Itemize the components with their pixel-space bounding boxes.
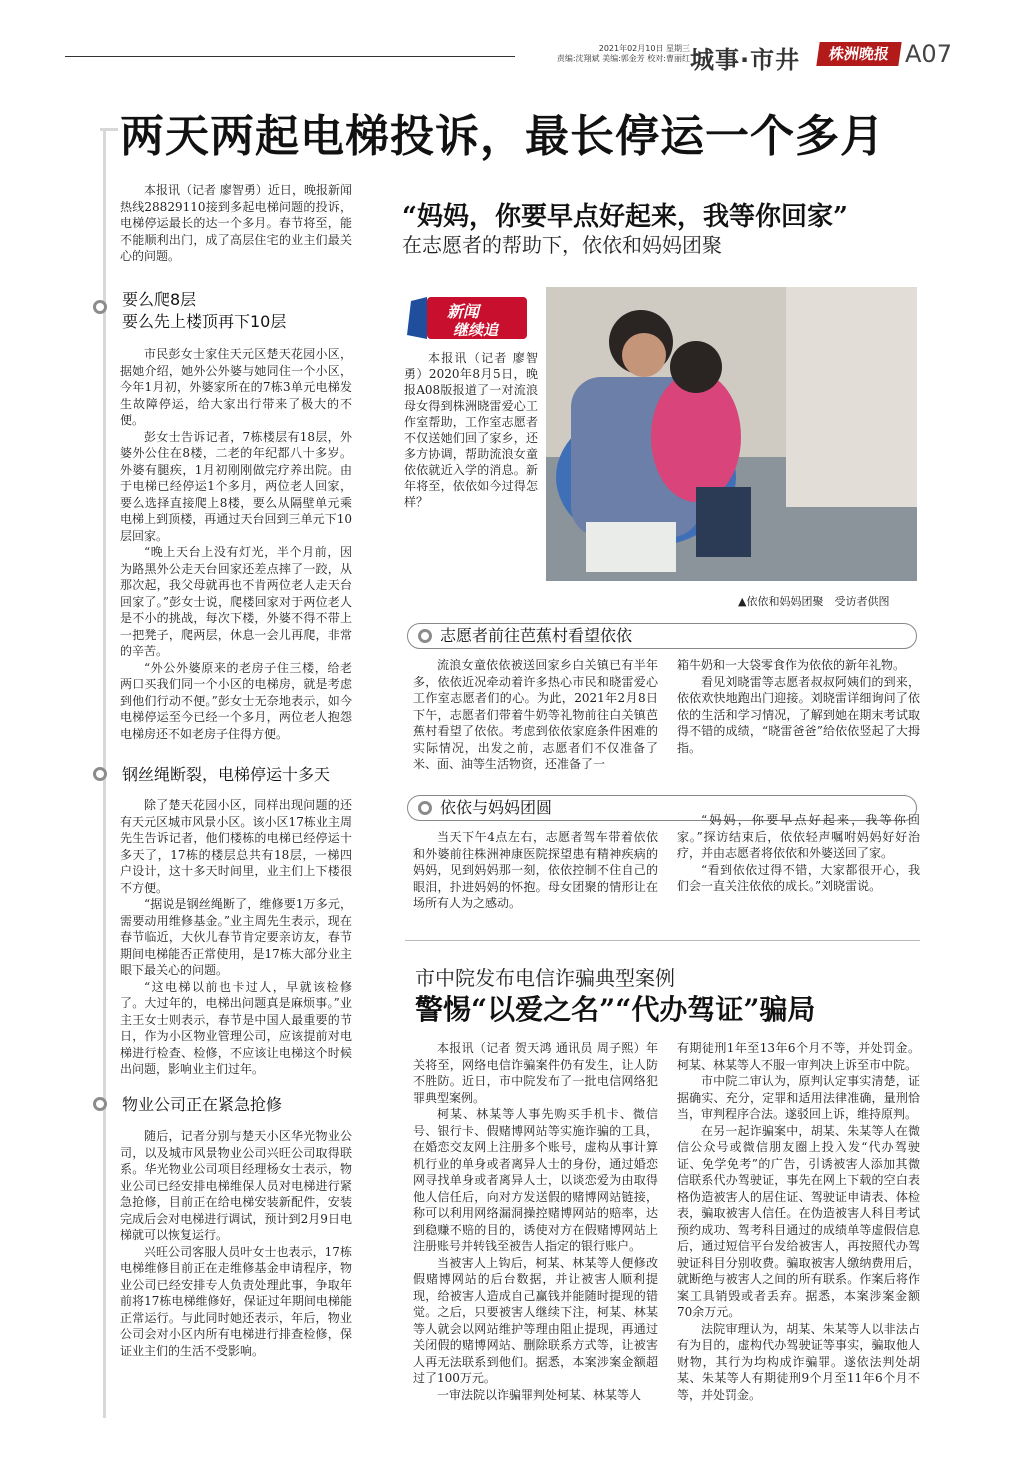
paragraph: 箱牛奶和一大袋零食作为依依的新年礼物。 bbox=[677, 658, 906, 672]
header-meta bbox=[530, 44, 690, 64]
section-name: 城事·市井 bbox=[690, 46, 801, 74]
paragraph: 在另一起诈骗案中，胡某、朱某等人在微信公众号或微信朋友圈上投入发“代办驾驶证、免学免考”的广告，引诱被害人添加其微信联系代办驾驶证，事先在网上下载的空白表格伪造被害人的居住证、驾驶证申请表、体检表，骗取被害人信任。在伪造被害人科目考试预约成功、驾考科目通过的成绩单等虚假信息后，通过短信平台发给被害人，再按照代办驾驶证科目分别收费。骗取被害人缴纳费用后，就断绝与被害人之间的所有联系。作案后将作案工具销毁或者丢弃。据悉，本案涉案金额70余万元。 bbox=[677, 1123, 920, 1319]
section-dot-icon bbox=[418, 629, 432, 643]
sub2-left bbox=[413, 829, 658, 912]
sec1-title-line2: 要么先上楼顶再下10层 bbox=[122, 312, 287, 331]
sub1-left bbox=[413, 657, 658, 773]
paragraph: 本报讯（记者 廖智勇）2020年8月5日，晚报A08版报道了一对流浪母女得到株洲晓雷爱心工作室帮助，工作室志愿者不仅送她们回了家乡，还多方协调，帮助流浪女童依依就近入学的消息。新年将至，依依如今过得怎样？ bbox=[404, 351, 538, 509]
section-dot-icon bbox=[93, 1097, 107, 1111]
header-editors: 责编:沈翔斌 美编:郭金芳 校对:曹丽红 bbox=[556, 54, 690, 63]
paragraph: 兴旺公司客服人员叶女士也表示，17栋电梯维修目前正在走维修基金申请程序，物业公司已经安排专人负责处理此事，争取年前将17栋电梯维修好，保证过年期间电梯能正常运行。与此同时她还表示，年后，物业公司会对小区内所有电梯进行排查检修，保证业主们的生活不受影响。 bbox=[120, 1244, 352, 1358]
sub2-title: 依依与妈妈团圆 bbox=[440, 798, 553, 817]
paragraph: 法院审理认为，胡某、朱某等人以非法占有为目的，虚构代办驾驶证等事实，骗取他人财物，其行为均构成诈骗罪。遂依法判处胡某、朱某等人有期徒刑9个月至11年6个月不等，并处罚金。 bbox=[677, 1321, 920, 1402]
story-divider bbox=[405, 940, 920, 941]
sec3-body bbox=[120, 1128, 352, 1359]
paragraph: “这电梯以前也卡过人，早就该检修了。大过年的，电梯出问题真是麻烦事。”业主王女士则表示，春节是中国人最重要的节日，作为小区物业管理公司，应该提前对电梯进行检查、检修，不应该让电梯这个时候出问题，影响业主们过年。 bbox=[120, 979, 352, 1076]
sub1-right bbox=[677, 657, 920, 756]
sub2-right bbox=[677, 812, 920, 895]
reunion-title: “妈妈，你要早点好起来，我等你回家” bbox=[402, 202, 848, 232]
badge-line2: 继续追 bbox=[453, 321, 499, 339]
sec2-title: 钢丝绳断裂，电梯停运十多天 bbox=[122, 765, 331, 784]
sec1-title-line1: 要么爬8层 bbox=[122, 290, 197, 309]
sec3-title: 物业公司正在紧急抢修 bbox=[122, 1095, 283, 1114]
page-number: A07 bbox=[905, 40, 952, 68]
main-intro bbox=[120, 182, 352, 265]
paragraph: 当被害人上钩后，柯某、林某等人便修改假赌博网站的后台数据，并让被害人顺利提现，给被害人造成自己赢钱并能随时提现的错觉。之后，只要被害人继续下注，柯某、林某等人就会以网站维护等理由阻止提现，再通过关闭假的赌博网站、删除联系方式等，让被害人再无法联系到他们。据悉，本案涉案金额超过了100万元。 bbox=[413, 1255, 658, 1385]
badge-line1: 新闻 bbox=[447, 302, 480, 321]
paragraph: “据说是钢丝绳断了，维修要1万多元，需要动用维修基金。”业主周先生表示，现在春节临近，大伙儿春节肯定要亲访友，春节期间电梯能否正常使用，是17栋大部分业主眼下最关心的问题。 bbox=[120, 897, 352, 977]
fraud-right bbox=[677, 1040, 920, 1403]
paragraph: 流浪女童依依被送回家乡白关镇已有半年多，依依近况牵动着许多热心市民和晓雷爱心工作室志愿者们的心。为此，2021年2月8日下午，志愿者们带着牛奶等礼物前往白关镇芭蕉村看望了依依。考虑到依依家庭条件困难的实际情况，出发之前，志愿者们不仅准备了米、面、油等生活物资，还准备了一 bbox=[413, 658, 658, 771]
paragraph: 市民彭女士家住天元区楚天花园小区，据她介绍，她外公外婆与她同住一个小区，今年1月初，外婆家所在的7栋3单元电梯发生故障停运，给大家出行带来了极大的不便。 bbox=[120, 347, 352, 427]
badge-accent bbox=[407, 297, 427, 339]
sec2-body bbox=[120, 797, 352, 1078]
paragraph: “外公外婆原来的老房子住三楼，给老两口买我们同一个小区的电梯房，就是考虑到他们行动不便。”彭女士无奈地表示，如今电梯停运至今已经一个多月，两位老人抱怨电梯房还不如老房子住得方便。 bbox=[120, 660, 352, 741]
reunion-subtitle: 在志愿者的帮助下，依依和妈妈团聚 bbox=[402, 233, 722, 257]
paragraph: 看见刘晓雷等志愿者叔叔阿姨们的到来，依依欢快地跑出门迎接。刘晓雷详细询问了依依的生活和学习情况，了解到她在期末考试取得不错的成绩，“晓雷爸爸”给依依竖起了大拇指。 bbox=[677, 674, 920, 755]
sec1-title bbox=[122, 289, 352, 333]
reunion-intro bbox=[404, 350, 538, 510]
fraud-title: 警惕“以爱之名”“代办驾证”骗局 bbox=[415, 993, 816, 1026]
fraud-left bbox=[413, 1040, 658, 1403]
paragraph: 随后，记者分别与楚天小区华光物业公司，以及城市风景物业公司兴旺公司取得联系。华光物业公司项目经理杨女士表示，物业公司已经安排电梯维保人员对电梯进行紧急抢修，目前正在给电梯安装新配件，安装完成后会对电梯进行调试，预计到2月9日电梯就可以恢复运行。 bbox=[120, 1129, 352, 1242]
paragraph: “看到依依过得不错，大家都很开心，我们会一直关注依依的成长。”刘晓雷说。 bbox=[677, 862, 920, 893]
paragraph: 一审法院以诈骗罪判处柯某、林某等人 bbox=[437, 1387, 642, 1402]
paragraph: 当天下午4点左右，志愿者驾车带着依依和外婆前往株洲神康医院探望患有精神疾病的妈妈，见到妈妈那一刻，依依控制不住自己的眼泪，扑进妈妈的怀抱。母女团聚的情形让在场所有人为之感动。 bbox=[413, 830, 658, 910]
section-dot-icon bbox=[93, 767, 107, 781]
paragraph: 本报讯（记者 贺天鸿 通讯员 周子熙）年关将至，网络电信诈骗案件仍有发生，让人防不胜防。近日，市中院发布了一批电信网络犯罪典型案例。 bbox=[413, 1041, 658, 1105]
photo-illustration bbox=[546, 287, 917, 581]
news-followup-badge bbox=[405, 291, 530, 345]
section-dot-icon bbox=[93, 300, 107, 314]
photo-caption: ▲依依和妈妈团聚 受访者供图 bbox=[738, 595, 890, 608]
sec1-body bbox=[120, 346, 352, 742]
header-date: 2021年02月10日 星期三 bbox=[598, 44, 690, 53]
intro-paragraph: 本报讯（记者 廖智勇）近日，晚报新闻热线28829110接到多起电梯问题的投诉，电梯停运最长的达一个多月。春节将至，能不能顺利出门，成了高层住宅的业主们最关心的问题。 bbox=[120, 183, 352, 263]
paragraph: 有期徒刑1年至13年6个月不等，并处罚金。柯某、林某等人不服一审判决上诉至市中院。 bbox=[677, 1041, 920, 1072]
paragraph: “妈妈，你要早点好起来，我等你回家。”探访结束后，依依轻声嘱咐妈妈好好治疗，并由志愿者将依依和外婆送回了家。 bbox=[677, 813, 920, 860]
header-rule bbox=[65, 56, 515, 57]
paragraph: 除了楚天花园小区，同样出现问题的还有天元区城市风景小区。该小区17栋业主周先生告诉记者，他们楼栋的电梯已经停运十多天了，17栋的楼层总共有18层，一梯四户设计，这十多天时间里，业主们上下楼很不方便。 bbox=[120, 798, 352, 895]
newspaper-logo: 株洲晚报 bbox=[816, 42, 901, 66]
page-headline: 两天两起电梯投诉，最长停运一个多月 bbox=[120, 111, 885, 162]
paragraph: 柯某、林某等人事先购买手机卡、微信号、银行卡、假赌博网站等实施诈骗的工具，在婚恋交友网上注册多个账号，虚构从事计算机行业的单身或者离异人士的身份，通过婚恋网寻找单身或者离异人士，以谈恋爱为由取得他人信任后，向对方发送假的赌博网站链接，称可以利用网络漏洞操控赌博网站的赔率，达到稳赚不赔的目的，诱使对方在假赌博网站上注册账号并转钱至被告人指定的银行账户。 bbox=[413, 1107, 658, 1253]
paragraph: 市中院二审认为，原判认定事实清楚，证据确实、充分，定罪和适用法律准确，量刑恰当，审判程序合法。遂驳回上诉，维持原判。 bbox=[677, 1074, 920, 1121]
sub1-title: 志愿者前往芭蕉村看望依依 bbox=[440, 626, 633, 645]
paragraph: “晚上天台上没有灯光，半个月前，因为路黑外公走天台回家还差点摔了一跤，从那次起，我父母就再也不肯两位老人走天台回家了。”彭女士说，爬楼回家对于两位老人是不小的挑战，每次下楼，外婆不得不带上一把凳子，爬两层，休息一会儿再爬，非常的辛苦。 bbox=[120, 545, 352, 658]
reunion-photo bbox=[546, 287, 917, 581]
left-decor-tick bbox=[100, 128, 118, 131]
section-dot-icon bbox=[418, 801, 432, 815]
fraud-kicker: 市中院发布电信诈骗典型案例 bbox=[415, 966, 675, 990]
paragraph: 彭女士告诉记者，7栋楼层有18层，外婆外公住在8楼，二老的年纪都八十多岁。外婆有腿疾，1月初刚刚做完疗养出院。由于电梯已经停运1个多月，两位老人回家，要么选择直接爬上8楼，要么从隔壁单元乘电梯上到顶楼，再通过天台回到三单元下10层回家。 bbox=[120, 429, 352, 543]
